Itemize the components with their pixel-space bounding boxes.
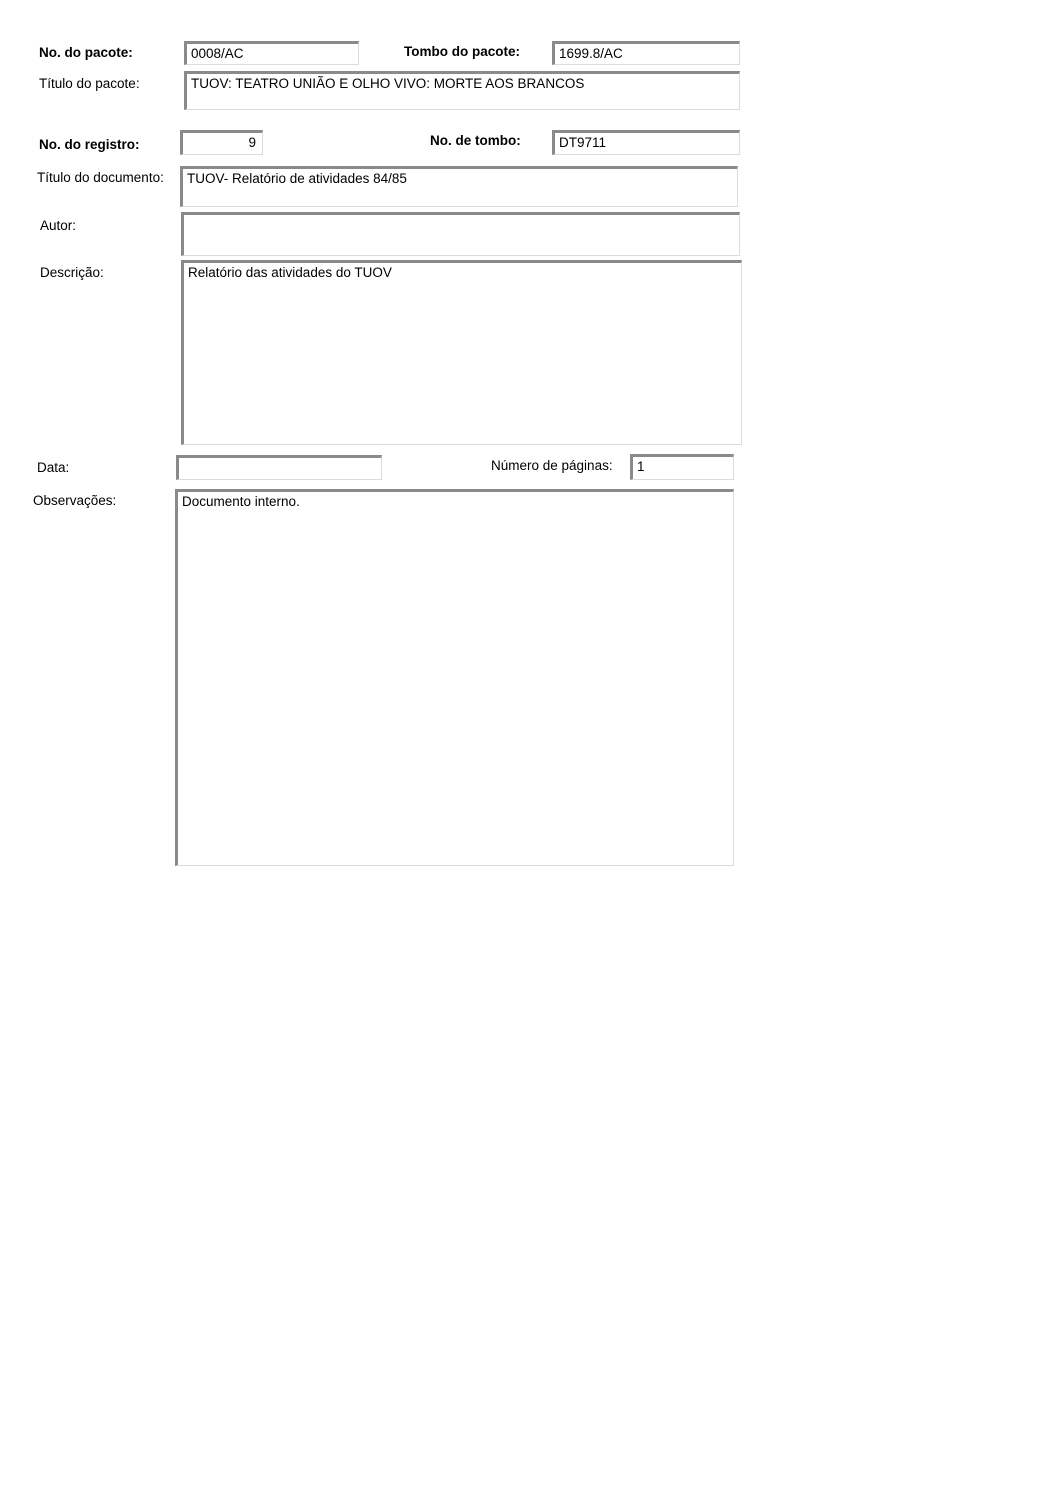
registro-number-label: No. do registro: [39, 137, 140, 152]
data-field[interactable] [176, 455, 382, 480]
descricao-label: Descrição: [40, 265, 104, 280]
observacoes-label: Observações: [33, 493, 117, 508]
pacote-number-label: No. do pacote: [39, 45, 133, 60]
numero-paginas-label: Número de páginas: [491, 458, 613, 473]
pacote-number-field[interactable]: 0008/AC [184, 41, 359, 65]
titulo-documento-field[interactable]: TUOV- Relatório de atividades 84/85 [180, 166, 738, 207]
autor-label: Autor: [40, 218, 77, 233]
tombo-number-label: No. de tombo: [430, 133, 521, 148]
registro-number-field[interactable]: 9 [180, 130, 263, 155]
titulo-pacote-label: Título do pacote: [39, 76, 140, 91]
tombo-pacote-field[interactable]: 1699.8/AC [552, 41, 740, 65]
observacoes-field[interactable]: Documento interno. [175, 489, 734, 866]
autor-field[interactable] [181, 212, 740, 256]
titulo-documento-label: Título do documento: [37, 170, 164, 185]
descricao-field[interactable]: Relatório das atividades do TUOV [181, 260, 742, 445]
data-label: Data: [37, 460, 70, 475]
titulo-pacote-field[interactable]: TUOV: TEATRO UNIÃO E OLHO VIVO: MORTE AOS BRANCOS [184, 71, 740, 110]
numero-paginas-field[interactable]: 1 [630, 454, 734, 480]
tombo-pacote-label: Tombo do pacote: [404, 44, 520, 59]
tombo-number-field[interactable]: DT9711 [552, 130, 740, 155]
